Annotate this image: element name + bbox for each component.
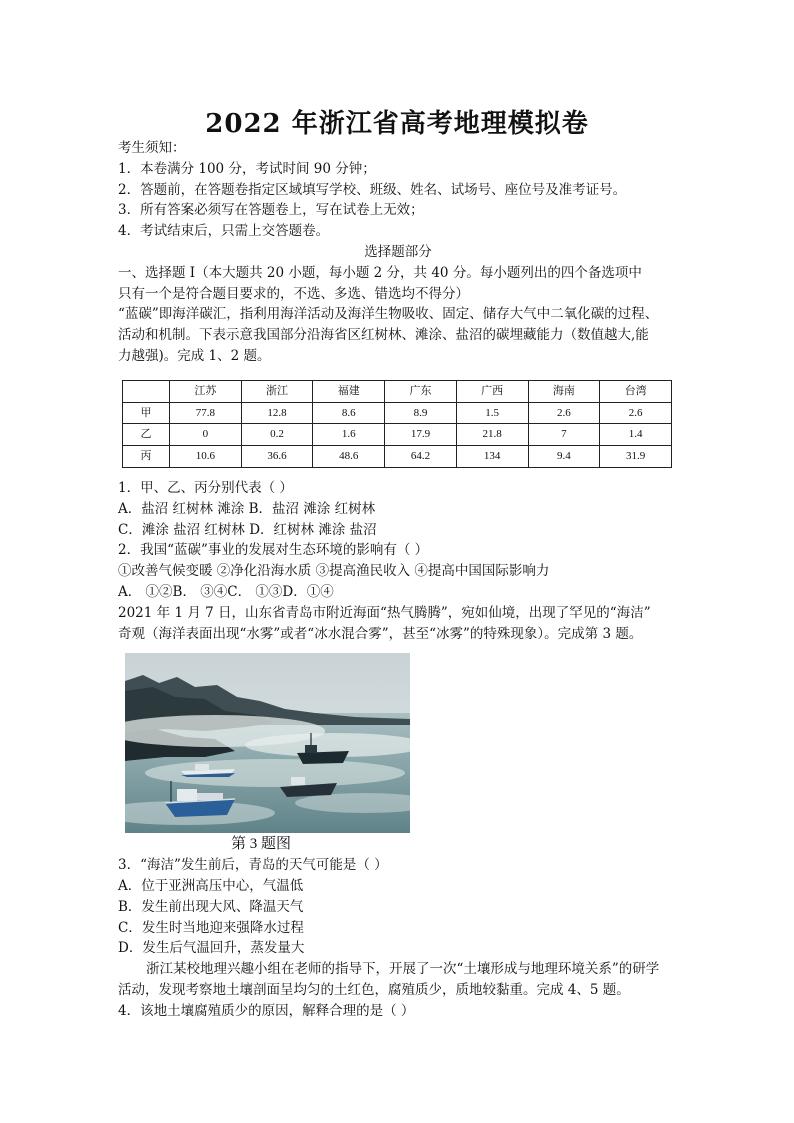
sea-fog-photo <box>125 653 410 833</box>
exam-title: 2022 年浙江省高考地理模拟卷 <box>205 109 589 139</box>
q1-option-line: C．滩涂 盐沼 红树林 D．红树林 滩涂 盐沼 <box>118 521 377 538</box>
q3-stem: 3．“海洁”发生前后，青岛的天气可能是（ ） <box>118 857 388 874</box>
exam-content <box>118 138 678 1022</box>
table-cell: 31.9 <box>600 446 672 468</box>
table-header-row <box>123 380 672 402</box>
table-cell: 7 <box>528 424 600 446</box>
carbon-burial-table <box>122 380 672 468</box>
table-cell: 0 <box>170 424 242 446</box>
notice-item: 3．所有答案必须写在答题卷上，写在试卷上无效； <box>118 202 424 219</box>
table-cell: 1.6 <box>313 424 385 446</box>
table-header-cell: 海南 <box>528 380 600 402</box>
table-cell: 64.2 <box>385 446 457 468</box>
notice-item: 2．答题前，在答题卷指定区域填写学校、班级、姓名、试场号、座位号及准考证号。 <box>118 181 627 198</box>
passage-line: “蓝碳”即海洋碳汇，指利用海洋活动及海洋生物吸收、固定、储存大气中二氧化碳的过程、 <box>118 306 659 323</box>
table-cell: 77.8 <box>170 402 242 424</box>
notice-item: 1．本卷满分 100 分，考试时间 90 分钟； <box>118 160 376 177</box>
table-cell: 8.6 <box>313 402 385 424</box>
q3-option: C．发生时当地迎来强降水过程 <box>118 919 304 936</box>
table-cell: 134 <box>456 446 528 468</box>
section-title: 选择题部分 <box>364 243 432 260</box>
table-row <box>123 402 672 424</box>
table-cell: 1.5 <box>456 402 528 424</box>
passage-line: 浙江某校地理兴趣小组在老师的指导下，开展了一次“土壤形成与地理环境关系”的研学 <box>146 961 660 978</box>
part-intro-line: 一、选择题 Ⅰ（本大题共 20 小题，每小题 2 分，共 40 分。每小题列出的四个备选项中 <box>118 264 642 281</box>
table-cell: 12.8 <box>241 402 313 424</box>
table-header-cell: 广东 <box>385 380 457 402</box>
q3-option: B．发生前出现大风、降温天气 <box>118 898 304 915</box>
table-cell: 9.4 <box>528 446 600 468</box>
figure <box>125 653 410 855</box>
notice-item: 4．考试结束后，只需上交答题卷。 <box>118 223 330 240</box>
table-header-cell <box>123 380 170 402</box>
table-header-cell: 江苏 <box>170 380 242 402</box>
passage-line: 活动和机制。下表示意我国部分沿海省区红树林、滩涂、盐沼的碳埋藏能力（数值越大,能 <box>118 327 649 344</box>
table-cell: 2.6 <box>528 402 600 424</box>
table-cell: 17.9 <box>385 424 457 446</box>
table-cell: 2.6 <box>600 402 672 424</box>
q3-option: D．发生后气温回升，蒸发量大 <box>118 940 305 957</box>
q2-options: A． ①②B． ③④C． ①③D．①④ <box>118 583 334 600</box>
table-cell: 丙 <box>123 446 170 468</box>
q3-option: A．位于亚洲高压中心，气温低 <box>118 877 304 894</box>
table-cell: 甲 <box>123 402 170 424</box>
notice-heading: 考生须知： <box>118 140 186 156</box>
table-cell: 0.2 <box>241 424 313 446</box>
table-cell: 乙 <box>123 424 170 446</box>
passage-line: 活动，发现考察地土壤剖面呈均匀的土红色，腐殖质少，质地较黏重。完成 4、5 题。 <box>118 981 630 998</box>
passage-line: 奇观（海洋表面出现“水雾”或者“冰水混合雾”，甚至“冰雾”的特殊现象）。完成第 3 题。 <box>118 625 643 642</box>
q1-stem: 1．甲、乙、丙分别代表（ ） <box>118 479 293 496</box>
q4-stem: 4．该地土壤腐殖质少的原因，解释合理的是（ ） <box>118 1002 415 1019</box>
passage-line: 2021 年 1 月 7 日，山东省青岛市附近海面“热气腾腾”，宛如仙境，出现了罕见的“海洁” <box>118 604 651 621</box>
table-header-cell: 广西 <box>456 380 528 402</box>
passage-line: 力越强)。完成 1、2 题。 <box>118 347 271 364</box>
part-intro-line: 只有一个是符合题目要求的，不选、多选、错选均不得分） <box>118 285 469 302</box>
table-cell: 1.4 <box>600 424 672 446</box>
table-cell: 36.6 <box>241 446 313 468</box>
table-row <box>123 446 672 468</box>
table-header-cell: 福建 <box>313 380 385 402</box>
table-row <box>123 424 672 446</box>
figure-caption: 第 3 题图 <box>231 836 292 853</box>
table-cell: 48.6 <box>313 446 385 468</box>
table-cell: 10.6 <box>170 446 242 468</box>
q1-option-line: A．盐沼 红树林 滩涂 B．盐沼 滩涂 红树林 <box>118 500 376 517</box>
table-cell: 8.9 <box>385 402 457 424</box>
q2-choices: ①改善气候变暖 ②净化沿海水质 ③提高渔民收入 ④提高中国国际影响力 <box>118 563 550 580</box>
table-header-cell: 台湾 <box>600 380 672 402</box>
table-cell: 21.8 <box>456 424 528 446</box>
q2-stem: 2．我国“蓝碳”事业的发展对生态环境的影响有（ ） <box>118 542 429 559</box>
table-header-cell: 浙江 <box>241 380 313 402</box>
